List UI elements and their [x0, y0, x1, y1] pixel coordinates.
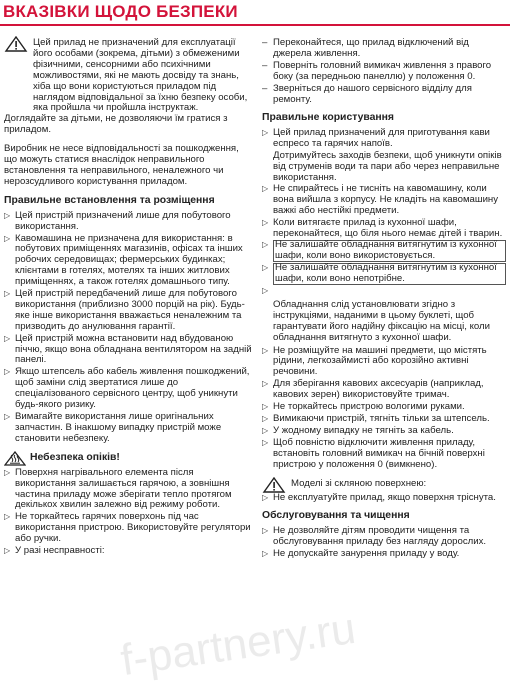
install-list [4, 211, 252, 445]
dash-bullet: – [262, 82, 268, 94]
list-item: ▷ Не дозволяйте дітям проводити чищення та обслуговування приладу без нагляду дорослих. [262, 525, 487, 548]
triangle-bullet-icon: ▷ [262, 286, 269, 296]
triangle-bullet-icon: ▷ [262, 217, 269, 227]
install-heading: Правильне встановлення та розміщення [4, 194, 215, 206]
list-item: ▷ Щоб повністю відключити живлення приладу, встановіть головний вимикач на бічній поверхні пристрою у положення 0 (вимкнено). [262, 436, 485, 470]
triangle-bullet-icon: ▷ [4, 289, 11, 299]
list-item: – Зверніться до нашого сервісного відділу для ремонту. [262, 82, 472, 105]
triangle-bullet-icon: ▷ [262, 549, 269, 559]
list-item: – Поверніть головний вимикач живлення з правого боку (за передньою панеллю) у положення 0. [262, 59, 492, 82]
glass-model-row [262, 479, 506, 493]
right-column [262, 38, 506, 561]
triangle-bullet-icon: ▷ [4, 210, 11, 220]
list-item: ▷ Цей прилад призначений для приготування кави еспресо та гарячих напоїв. [262, 127, 490, 150]
list-item: ▷ Не експлуатуйте прилад, якщо поверхня тріснута. [262, 491, 496, 503]
list-item: ▷ Вимикаючи пристрій, тягніть тільки за штепсель. [262, 413, 490, 424]
intro-warning [4, 38, 252, 114]
title-underline [0, 24, 510, 26]
warning-triangle-icon [4, 36, 30, 52]
page-title: ВКАЗІВКИ ЩОДО БЕЗПЕКИ [3, 2, 238, 21]
triangle-bullet-icon: ▷ [4, 467, 11, 477]
left-column [4, 38, 252, 558]
list-item: ▷ Не торкайтесь пристрою вологими руками. [262, 401, 465, 413]
triangle-bullet-icon: ▷ [4, 546, 11, 556]
burn-heading: Небезпека опіків! [30, 451, 120, 463]
list-item: ▷ У жодному випадку не тягніть за кабель. [262, 424, 454, 436]
triangle-bullet-icon: ▷ [262, 345, 269, 355]
triangle-bullet-icon: ▷ [262, 492, 269, 502]
triangle-bullet-icon: ▷ [4, 512, 11, 522]
use-heading: Правильне користування [262, 112, 394, 124]
use-list-2 [262, 184, 506, 297]
intro-warning-text: Цей прилад не призначений для експлуатації його особами (зокрема, дітьми) з обмеженими фізичними, сенсорними або психічними можливостями, які не мають досвіду та знань, хіба що вони користуються приладом під наглядом відповідальної за їхню безпеку особи, яка пройшла чи пройшла інструктаж. [33, 37, 248, 114]
use-list-3 [262, 346, 506, 471]
triangle-bullet-icon: ▷ [262, 128, 269, 138]
warning-triangle-icon [262, 477, 288, 493]
list-item: ▷ Цей пристрій передбачений лише для побутового використання (приблизно 3000 порцій на рік). Будь-яке інше використання вважається неналежним та призводить до анулювання гарантії. [4, 288, 245, 332]
triangle-bullet-icon: ▷ [262, 526, 269, 536]
triangle-bullet-icon: ▷ [262, 425, 269, 435]
triangle-bullet-icon: ▷ [4, 233, 11, 243]
use-safety-text: Дотримуйтесь заходів безпеки, щоб уникнути опіків від струменів води та пари або через неправильне використання. [273, 150, 502, 183]
triangle-bullet-icon: ▷ [262, 437, 269, 447]
list-item: ▷ Кавомашина не призначена для використання: в побутових приміщеннях магазинів, офісах та інших робочих середовищах; фермерських будинках; клієнтами в готелях, мотелях та інших житлових приміщеннях, а також готелях домашнього типу. [4, 232, 243, 288]
list-item: ▷ Цей пристрій можна встановити над вбудованою піччю, якщо вона обладнана вентилятором на задній панелі. [4, 332, 252, 366]
list-item: ▷ Поверхня нагрівального елемента після використання залишається гарячою, а зовнішня частина приладу може зберігати тепло протягом декількох хвилин залежно від режиму роботи. [4, 466, 232, 511]
intro-children-text: Доглядайте за дітьми, не дозволяючи їм гратися з приладом. [4, 113, 228, 136]
triangle-bullet-icon: ▷ [262, 263, 269, 273]
service-list [262, 526, 506, 560]
list-item: ▷ Якщо штепсель або кабель живлення пошкоджений, щоб заміни слід звертатися лише до спеціалізованого сервісного центру, щоб уникнути будь-якого ризику. [4, 366, 250, 411]
fault-list [262, 38, 506, 105]
glass-heading: Моделі зі скляною поверхнею: [291, 477, 427, 489]
triangle-bullet-icon: ▷ [4, 412, 11, 421]
hot-surface-icon [4, 451, 26, 466]
list-item: ▷ Не залишайте обладнання витягнутим із кухонної шафи, коли воно використовується. [262, 240, 506, 262]
list-item: – Переконайтеся, що прилад відключений від джерела живлення. [262, 37, 469, 59]
use-list [262, 128, 506, 150]
triangle-bullet-icon: ▷ [262, 240, 269, 250]
use-note-text: Обладнання слід установлювати згідно з інструкціями, наданими в цьому буклеті, щоб гарантувати його надійну фіксацію на місці, коли обладнання витягнуто з кухонної шафи. [273, 298, 491, 343]
burn-heading-row [4, 451, 252, 466]
triangle-bullet-icon: ▷ [262, 379, 269, 389]
triangle-bullet-icon: ▷ [262, 414, 269, 423]
glass-list [262, 493, 506, 504]
list-item: ▷ У разі несправності: [4, 545, 105, 557]
list-item: ▷ Не залишайте обладнання витягнутим із кухонної шафи, коли воно непотрібне. [262, 263, 506, 285]
list-item: ▷ Вимагайте використання лише оригінальних запчастин. В інакшому випадку пристрій може становити небезпеку. [4, 411, 222, 444]
list-item: ▷ Для зберігання кавових аксесуарів (наприклад, кавових зерен) використовуйте тримач. [262, 378, 484, 401]
triangle-bullet-icon: ▷ [262, 402, 269, 412]
watermark: f-partnery.ru [117, 603, 359, 686]
dash-bullet: – [262, 59, 268, 71]
list-item [262, 286, 506, 297]
dash-bullet: – [262, 37, 268, 48]
liability-text: Виробник не несе відповідальності за пошкодження, що можуть статися внаслідок неправильного встановлення та неправильного, неналежного чи нерозсудливого користування приладом. [4, 143, 239, 187]
list-item: ▷ Не торкайтесь гарячих поверхонь під час використання пристрою. Використовуйте регулятори або ручки. [4, 511, 251, 545]
triangle-bullet-icon: ▷ [4, 367, 11, 377]
burn-list [4, 468, 252, 557]
list-item: ▷ Не розміщуйте на машині предмети, що містять рідини, легкозаймисті або корозійно активні речовини. [262, 344, 487, 378]
service-heading: Обслуговування та чищення [262, 510, 410, 522]
list-item: ▷ Не допускайте занурення приладу у воду. [262, 548, 460, 560]
list-item: ▷ Коли витягаєте прилад із кухонної шафи, переконайтеся, що біля нього немає дітей і тварин. [262, 216, 503, 239]
list-item: ▷ Не спирайтесь і не тисніть на кавомашину, коли вона вийшла з корпусу. Не кладіть на кавомашину важкі або нестійкі предмети. [262, 182, 499, 216]
triangle-bullet-icon: ▷ [262, 183, 269, 193]
triangle-bullet-icon: ▷ [4, 333, 11, 343]
list-item: ▷ Цей пристрій призначений лише для побутового використання. [4, 209, 231, 232]
